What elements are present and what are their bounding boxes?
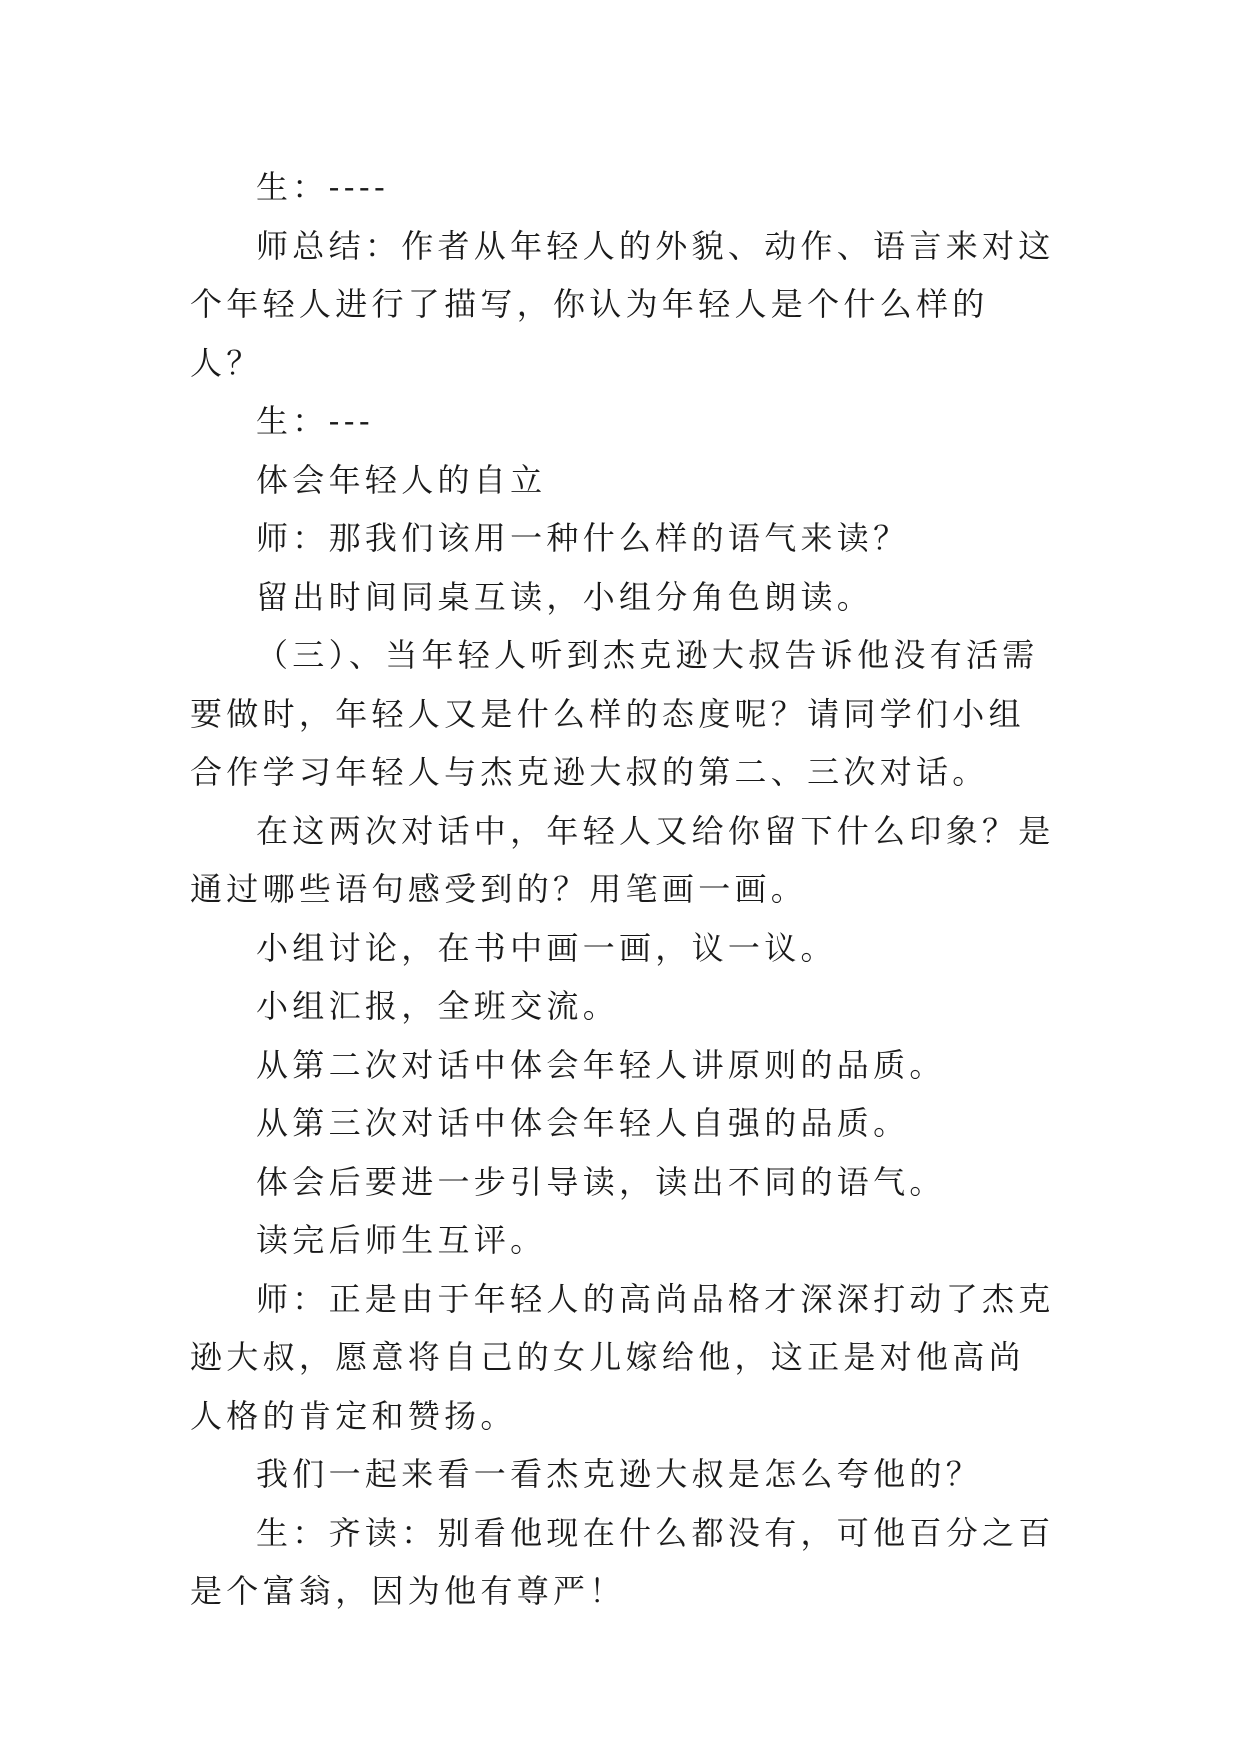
paragraph-student-reply-1: 生：----: [256, 168, 390, 206]
paragraph-teacher-question: 师：那我们该用一种什么样的语气来读？: [256, 519, 910, 557]
paragraph-part-three: （三）、当年轻人听到杰克逊大叔告诉他没有活需要做时，年轻人又是什么样的态度呢？请同学们小组合作学习年轻人与杰克逊大叔的第二、三次对话。: [190, 636, 1039, 791]
paragraph-group-report: 小组汇报，全班交流。: [256, 987, 620, 1025]
paragraph-student-reply-2: 生：---: [256, 402, 374, 440]
paragraph-teacher-summary: 师总结：作者从年轻人的外貌、动作、语言来对这个年轻人进行了描写，你认为年轻人是个什么样的人？: [190, 226, 1055, 382]
paragraph-second-dialogue: 从第二次对话中体会年轻人讲原则的品质。: [256, 1045, 946, 1084]
paragraph-peer-review: 读完后师生互评。: [256, 1221, 547, 1259]
paragraph-impression-question: 在这两次对话中，年轻人又给你留下什么印象？是通过哪些语句感受到的？用笔画一画。: [190, 811, 1055, 908]
paragraph-choral-reading: 生：齐读：别看他现在什么都没有，可他百分之百是个富翁，因为他有尊严！: [190, 1513, 1055, 1610]
paragraph-guided-reading: 体会后要进一步引导读，读出不同的语气。: [256, 1162, 946, 1201]
paragraph-group-discussion: 小组讨论，在书中画一画，议一议。: [256, 928, 837, 967]
paragraph-look-together: 我们一起来看一看杰克逊大叔是怎么夸他的？: [256, 1455, 983, 1493]
paragraph-third-dialogue: 从第三次对话中体会年轻人自强的品质。: [256, 1104, 910, 1142]
paragraph-teacher-praise: 师：正是由于年轻人的高尚品格才深深打动了杰克逊大叔，愿意将自己的女儿嫁给他，这正是对他高尚人格的肯定和赞扬。: [190, 1279, 1055, 1435]
paragraph-reading-activity: 留出时间同桌互读，小组分角色朗读。: [256, 577, 874, 616]
paragraph-section-heading: 体会年轻人的自立: [256, 460, 547, 499]
document-body: [190, 158, 1060, 1621]
